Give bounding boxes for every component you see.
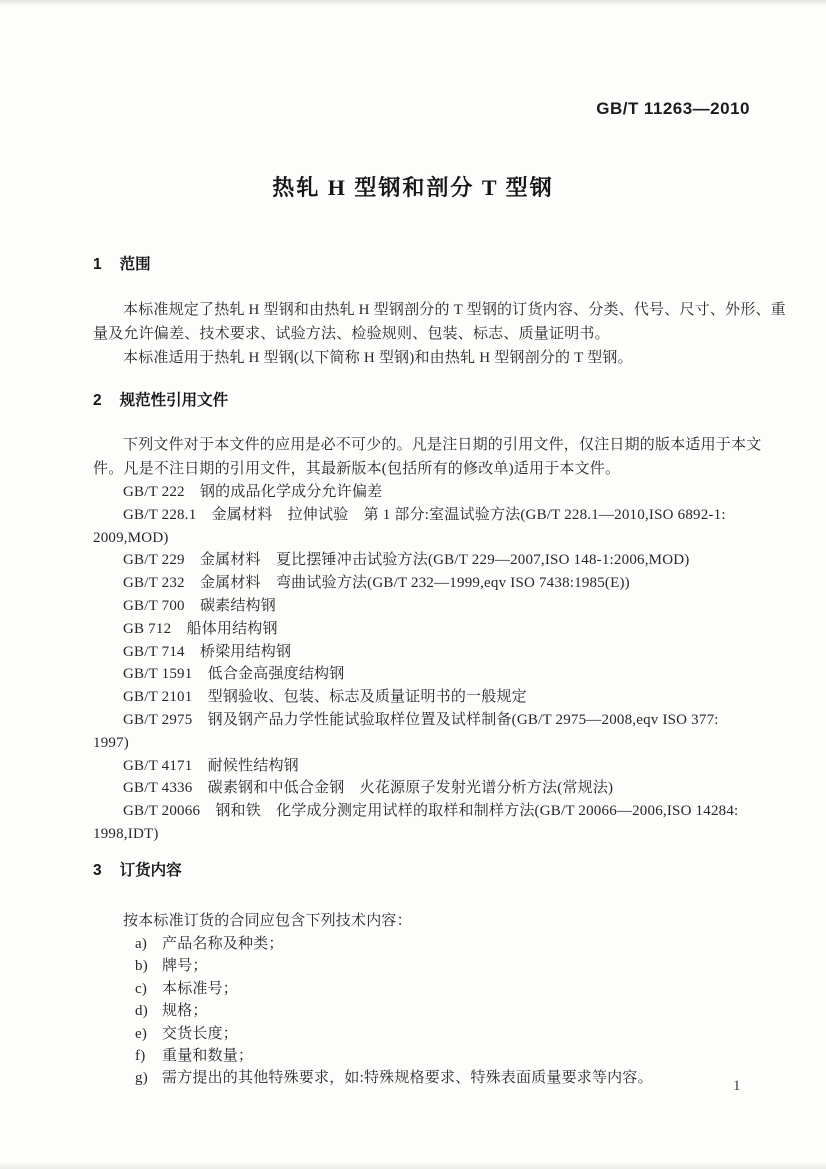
reference-entry: GB/T 222 钢的成品化学成分允许偏差 bbox=[123, 484, 383, 500]
list-item bbox=[93, 1000, 763, 1022]
section-scope bbox=[93, 255, 786, 370]
section-normative-references-heading bbox=[93, 391, 763, 411]
scan-edge-bottom bbox=[0, 1162, 826, 1169]
reference-entry: GB/T 2975 钢及钢产品力学性能试验取样位置及试样制备(GB/T 2975—2008,eqv ISO 377: bbox=[123, 711, 719, 728]
reference-entry: GB 712 船体用结构钢 bbox=[123, 620, 278, 637]
list-item-letter: d) bbox=[135, 1003, 148, 1020]
standard-code bbox=[596, 99, 750, 119]
reference-entry: GB/T 714 桥梁用结构钢 bbox=[123, 643, 292, 660]
list-item bbox=[93, 955, 763, 977]
reference-entry: GB/T 700 碳素结构钢 bbox=[123, 597, 276, 614]
section-ordering-content-heading bbox=[93, 861, 763, 881]
list-item-text: 重量和数量； bbox=[162, 1048, 254, 1065]
standard-code-prefix: GB/T bbox=[596, 99, 639, 118]
paragraph-line: 本标准规定了热轧 H 型钢和由热轧 H 型钢剖分的 T 型钢的订货内容、分类、代号、尺寸、外形、重 bbox=[123, 302, 786, 318]
paragraph-line: 件。凡是不注日期的引用文件，其最新版本(包括所有的修改单)适用于本文件。 bbox=[93, 461, 621, 477]
section-ordering-content bbox=[93, 861, 763, 1090]
paragraph-line: 本标准适用于热轧 H 型钢(以下简称 H 型钢)和由热轧 H 型钢剖分的 T 型钢。 bbox=[123, 350, 633, 366]
list-item bbox=[93, 933, 763, 955]
section-number: 3 bbox=[93, 862, 102, 879]
list-item-letter: e) bbox=[135, 1025, 148, 1042]
list-item-text: 规格； bbox=[162, 1003, 208, 1020]
paragraph-line: 下列文件对于本文件的应用是必不可少的。凡是注日期的引用文件，仅注日期的版本适用于本文 bbox=[123, 437, 762, 453]
page-number: 1 bbox=[733, 1078, 741, 1094]
list-item-letter: g) bbox=[135, 1070, 148, 1087]
reference-entry-continuation: 1998,IDT) bbox=[93, 825, 159, 842]
standard-code-number: 11263—2010 bbox=[643, 99, 750, 118]
ordering-intro: 按本标准订货的合同应包含下列技术内容： bbox=[123, 913, 412, 929]
section-title: 订货内容 bbox=[119, 862, 182, 879]
reference-entry: GB/T 232 金属材料 弯曲试验方法(GB/T 232—1999,eqv ISO 7438:1985(E)) bbox=[123, 575, 630, 592]
list-item bbox=[93, 978, 763, 1000]
reference-entry: GB/T 20066 钢和铁 化学成分测定用试样的取样和制样方法(GB/T 20066—2006,ISO 14284: bbox=[123, 803, 739, 820]
section-number: 1 bbox=[93, 256, 102, 273]
list-item bbox=[93, 1023, 763, 1045]
list-item-letter: b) bbox=[135, 958, 148, 975]
list-item-text: 本标准号； bbox=[162, 980, 239, 997]
list-item bbox=[93, 1045, 763, 1067]
list-item-letter: f) bbox=[135, 1048, 146, 1065]
document-title: 热轧 H 型钢和剖分 T 型钢 bbox=[272, 175, 554, 200]
list-item bbox=[93, 1067, 763, 1089]
reference-entry: GB/T 4336 碳素钢和中低合金钢 火花源原子发射光谱分析方法(常规法) bbox=[123, 780, 614, 797]
reference-entry-continuation: 2009,MOD) bbox=[93, 529, 169, 546]
list-item-letter: c) bbox=[135, 980, 148, 997]
list-item-text: 需方提出的其他特殊要求，如:特殊规格要求、特殊表面质量要求等内容。 bbox=[162, 1070, 653, 1087]
reference-entry: GB/T 1591 低合金高强度结构钢 bbox=[123, 666, 345, 683]
list-item-text: 牌号； bbox=[162, 958, 208, 975]
list-item-text: 交货长度； bbox=[162, 1025, 239, 1042]
reference-entry: GB/T 228.1 金属材料 拉伸试验 第 1 部分:室温试验方法(GB/T 228.1—2010,ISO 6892-1: bbox=[123, 506, 726, 523]
reference-entry-continuation: 1997) bbox=[93, 734, 129, 751]
scan-edge-top bbox=[0, 0, 826, 6]
section-title: 规范性引用文件 bbox=[119, 392, 229, 409]
list-item-text: 产品名称及种类； bbox=[162, 936, 284, 952]
paragraph-line: 量及允许偏差、技术要求、试验方法、检验规则、包装、标志、质量证明书。 bbox=[93, 326, 610, 342]
reference-entry: GB/T 2101 型钢验收、包装、标志及质量证明书的一般规定 bbox=[123, 689, 527, 706]
reference-entry: GB/T 229 金属材料 夏比摆锤冲击试验方法(GB/T 229—2007,ISO 148-1:2006,MOD) bbox=[123, 552, 690, 569]
section-number: 2 bbox=[93, 392, 102, 409]
reference-entry: GB/T 4171 耐候性结构钢 bbox=[123, 757, 299, 774]
section-normative-references bbox=[93, 391, 763, 846]
section-title: 范围 bbox=[119, 256, 151, 273]
section-scope-heading bbox=[93, 255, 763, 275]
list-item-letter: a) bbox=[135, 936, 148, 952]
